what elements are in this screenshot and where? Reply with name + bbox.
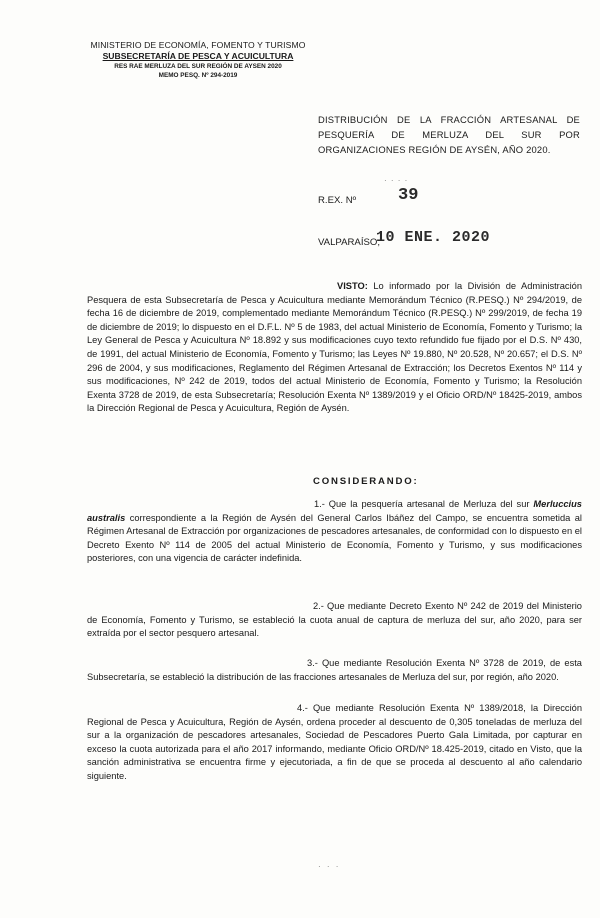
subsecretary-name: SUBSECRETARÍA DE PESCA Y ACUICULTURA: [102, 51, 294, 61]
considerando-1-text: correspondiente a la Región de Aysén del General Carlos Ibáñez del Campo, se encuentra sometida al Régimen Artesanal de Extracción por organizaciones de pescadores artesanales, de conformidad con lo dispuesto en el Decreto Exento Nº 114 de 2005 del actual Ministerio de Economía, Fomento y Turismo, y sus modificaciones posteriores, con una vigencia de carácter indefinida.: [87, 512, 582, 564]
considerando-4: [87, 702, 582, 784]
page-footer-mark: · · ·: [318, 862, 341, 871]
considerando-2-text: del Ministerio de Economía, Fomento y Turismo, se estableció la cuota anual de captura de merluza del sur, año 2020, para ser extraída por el sector pesquero artesanal.: [87, 601, 582, 639]
considerando-title: CONSIDERANDO:: [313, 476, 419, 487]
considerando-3-text: 2019, de esta Subsecretaría, se estableció la distribución de las fracciones artesanales de Merluza del sur, por región, año 2020.: [87, 658, 582, 682]
visto-label: VISTO:: [337, 281, 368, 291]
resolution-reference: RES RAE MERLUZA DEL SUR REGIÓN DE AYSEN 2020: [114, 63, 282, 70]
considerando-1: [87, 498, 582, 566]
considerando-2: [87, 600, 582, 641]
considerando-4-text: la Dirección Regional de Pesca y Acuicultura, Región de Aysén, ordena proceder al descuento de 0,305 toneladas de merluza del sur a la organización de pescadores artesanales, Sociedad de Pescadores Puerto Gala Limitada, por capturar en exceso la cuota autorizada para el año 2017 informando, mediante Oficio ORD/Nº 18.425-2019, citado en Visto, que la sanción administrativa se encuentra firme y ejecutoriada, a fin de que se proceda al descuento al año calendario siguiente.: [87, 703, 582, 781]
visto-paragraph: [87, 280, 582, 416]
stamp-dots: · · · ·: [384, 176, 409, 185]
resolution-number: 39: [398, 186, 419, 205]
considerando-1-lead: 1.- Que la pesquería artesanal de Merluza del sur: [314, 499, 530, 509]
ministry-name: MINISTERIO DE ECONOMÍA, FOMENTO Y TURISMO: [90, 40, 306, 50]
considerando-2-lead: 2.- Que mediante Decreto Exento Nº 242 de 2019: [313, 601, 524, 611]
memo-reference: MEMO PESQ. Nº 294-2019: [158, 72, 238, 79]
place-label: VALPARAÍSO,: [318, 237, 381, 248]
considerando-3: [87, 657, 582, 684]
letterhead: [88, 40, 308, 79]
document-subject: DISTRIBUCIÓN DE LA FRACCIÓN ARTESANAL DE PESQUERÍA DE MERLUZA DEL SUR POR ORGANIZACIONES REGIÓN DE AYSÉN, AÑO 2020.: [318, 114, 580, 155]
considerando-4-lead: 4.- Que mediante Resolución Exenta Nº 1389/2018,: [297, 703, 526, 713]
considerando-3-lead: 3.- Que mediante Resolución Exenta Nº 3728 de: [307, 658, 519, 668]
resolution-label: R.EX. Nº: [318, 195, 357, 206]
date-stamp: 10 ENE. 2020: [376, 229, 491, 246]
species-name: Merluccius australis: [87, 499, 582, 523]
visto-text: Lo informado por la División de Administración Pesquera de esta Subsecretaría de Pesca y Acuicultura mediante Memorándum Técnico (R.PESQ.) Nº 294/2019, de fecha 16 de diciembre de 2019, complementado mediante Memorándum Técnico (R.PESQ.) Nº 299/2019, de fecha 19 de diciembre de 2019; lo dispuesto en el D.F.L. Nº 5 de 1983, del actual Ministerio de Economía, Fomento y Turismo; la Ley General de Pesca y Acuicultura Nº 18.892 y sus modificaciones cuyo texto refundido fue fijado por el D.S. Nº 430, de 1991, del actual Ministerio de Economía, Fomento y Turismo; las Leyes Nº 19.880, Nº 20.528, Nº 20.657; el D.S. Nº 296 de 2004, y sus modificaciones, Reglamento del Régimen Artesanal de Extracción; los Decretos Exentos Nº 114 y sus modificaciones, Nº 242 de 2019, todos del actual Ministerio de Economía, Fomento y Turismo; la Resolución Exenta 3728 de 2019, de esta Subsecretaría; Resolución Exenta Nº 1389/2019 y el Oficio ORD/Nº 18425-2019, ambos la Dirección Regional de Pesca y Acuicultura, Región de Aysén.: [87, 281, 582, 414]
